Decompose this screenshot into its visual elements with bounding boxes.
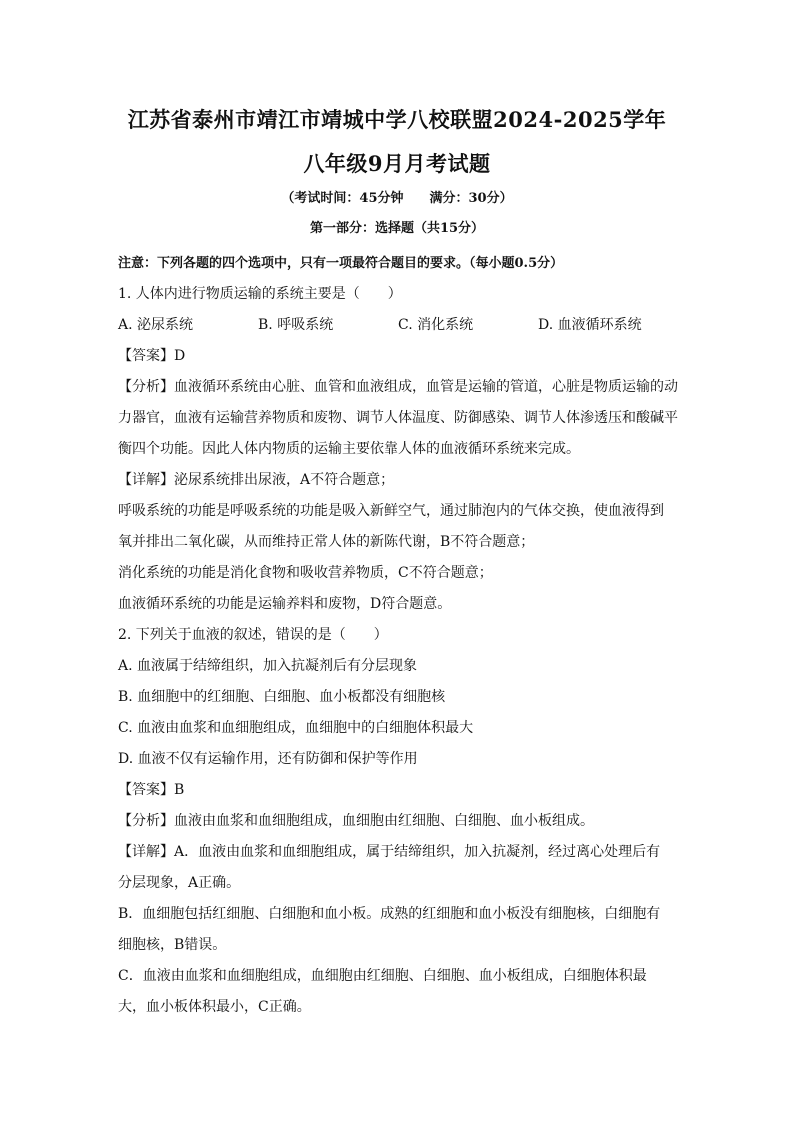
question-1-analysis-line: 【分析】血液循环系统由心脏、血管和血液组成，血管是运输的管道，心脏是物质运输的动 [118, 379, 678, 395]
question-2-analysis-line: 【分析】血液由血浆和血细胞组成，血细胞由红细胞、白细胞、血小板组成。 [118, 813, 594, 829]
section-heading: 第一部分：选择题（共15分） [309, 221, 485, 236]
exam-title-line1: 江苏省泰州市靖江市靖城中学八校联盟2024-2025学年 [127, 107, 667, 132]
question-1-detail-line: 氧并排出二氧化碳，从而维持正常人体的新陈代谢，B不符合题意； [118, 534, 535, 550]
document-body [118, 248, 678, 1023]
question-1-detail-line: 消化系统的功能是消化食物和吸收营养物质，C不符合题意； [118, 565, 493, 581]
question-2-option-c: C. 血液由血浆和血细胞组成，血细胞中的白细胞体积最大 [118, 720, 474, 736]
question-1-options [118, 310, 678, 341]
exam-title-line2: 八年级9月月考试题 [303, 151, 491, 176]
question-2-option-d: D. 血液不仅有运输作用，还有防御和保护等作用 [118, 751, 418, 767]
question-1-option-b: B. 呼吸系统 [258, 317, 334, 333]
question-2-detail-line: C．血液由血浆和血细胞组成，血细胞由红细胞、白细胞、血小板组成，白细胞体积最 [118, 968, 647, 984]
question-2-detail-line: B．血细胞包括红细胞、白细胞和血小板。成熟的红细胞和血小板没有细胞核，白细胞有 [118, 906, 661, 922]
question-1-answer: 【答案】D [118, 348, 186, 364]
instructions-note: 注意：下列各题的四个选项中，只有一项最符合题目的要求。（每小题0.5分） [118, 256, 564, 271]
question-1-analysis-line: 衡四个功能。因此人体内物质的运输主要依靠人体的血液循环系统来完成。 [118, 441, 580, 457]
question-1-option-d: D. 血液循环系统 [538, 317, 642, 333]
question-1-detail-line: 呼吸系统的功能是呼吸系统的功能是吸入新鲜空气，通过肺泡内的气体交换，使血液得到 [118, 503, 664, 519]
question-2-detail-line: 大，血小板体积最小，C正确。 [118, 999, 311, 1015]
question-2-option-a: A. 血液属于结缔组织，加入抗凝剂后有分层现象 [118, 658, 418, 674]
question-1-option-a: A. 泌尿系统 [118, 317, 194, 333]
exam-info: （考试时间：45分钟 满分：30分） [281, 191, 513, 206]
question-1-option-c: C. 消化系统 [398, 317, 474, 333]
question-2-detail-line: 细胞核，B错误。 [118, 937, 227, 953]
question-1-stem: 1. 人体内进行物质运输的系统主要是（ ） [118, 286, 402, 302]
question-1-detail-line: 血液循环系统的功能是运输养料和废物，D符合题意。 [118, 596, 452, 612]
question-2-detail-line: 分层现象，A正确。 [118, 875, 241, 891]
question-1-analysis-line: 力器官，血液有运输营养物质和废物、调节人体温度、防御感染、调节人体渗透压和酸碱平 [118, 410, 678, 426]
question-2-detail-line: 【详解】A．血液由血浆和血细胞组成，属于结缔组织，加入抗凝剂，经过离心处理后有 [118, 844, 661, 860]
question-2-option-b: B. 血细胞中的红细胞、白细胞、血小板都没有细胞核 [118, 689, 446, 705]
question-2-stem: 2. 下列关于血液的叙述，错误的是（ ） [118, 627, 388, 643]
question-1-detail-line: 【详解】泌尿系统排出尿液，A不符合题意； [118, 472, 395, 488]
question-2-answer: 【答案】B [118, 782, 185, 798]
